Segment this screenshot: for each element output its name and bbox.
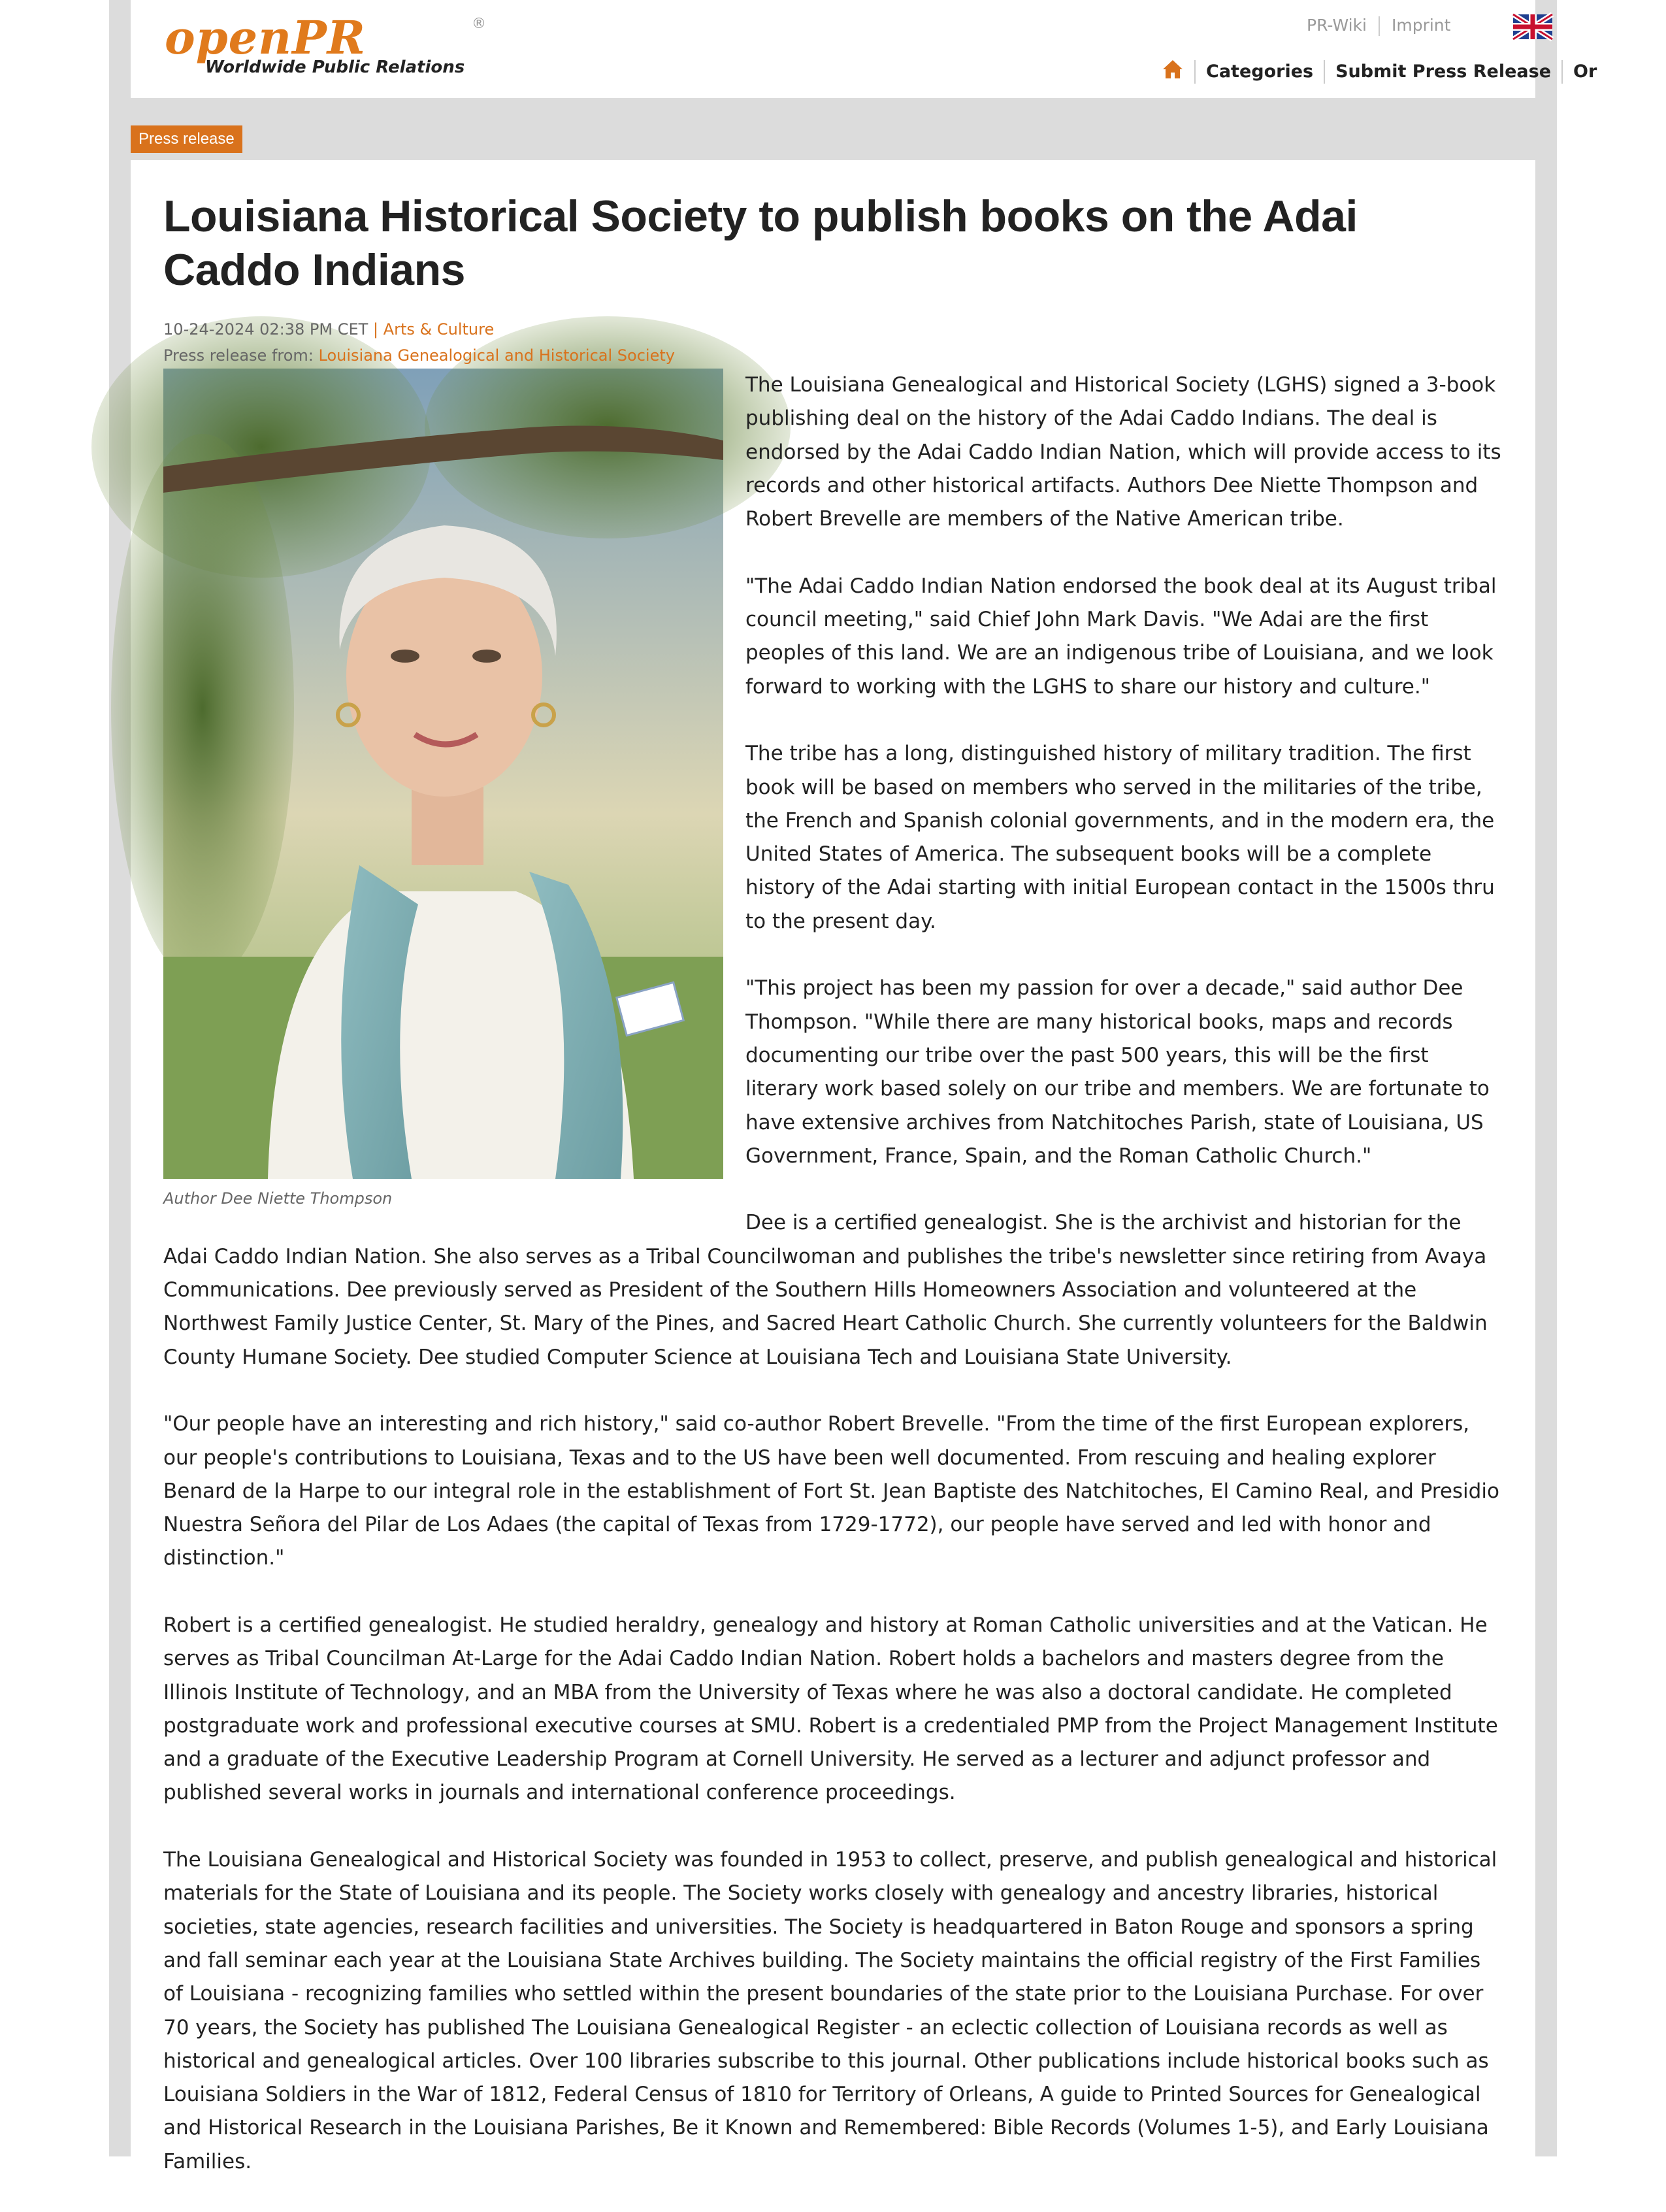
article-paragraph: Dee is a certified genealogist. She is the archivist and historian for the Adai Caddo Indian Nation. She also serves as a Tribal Councilwoman and publishes the tribe's newsletter since retiring from Avaya Communications. Dee previously served as President of the Southern Hills Homeowners Association and volunteered at the Northwest Family Justice Center, St. Mary of the Pines, and Sacred Heart Catholic Church. She currently volunteers for the Baldwin County Humane Society. Dee studied Computer Science at Louisiana Tech and Louisiana State University. xyxy=(163,1211,1488,1369)
article xyxy=(163,190,1503,2212)
article-meta xyxy=(163,316,1503,369)
pr-wiki-link[interactable]: PR-Wiki xyxy=(1307,16,1367,35)
article-paragraph: The Louisiana Genealogical and Historical Society was founded in 1953 to collect, preserve, and publish genealogical and historical materials for the State of Louisiana and its people. The Society works closely with genealogy and ancestry libraries, historical societies, state agencies, research facilities and universities. The Society is headquartered in Baton Rouge and sponsors a spring and fall seminar each year at the Louisiana State Archives building. The Society maintains the official registry of the First Families of Louisiana - recognizing families who settled within the present boundaries of the state prior to the Louisiana Purchase. For over 70 years, the Society has published The Louisiana Genealogical Register - an eclectic collection of Louisiana records as well as historical and genealogical articles. Over 100 libraries subscribe to this journal. Other publications include historical books such as Louisiana Soldiers in the War of 1812, Federal Census of 1810 for Territory of Orleans, A guide to Printed Sources for Genealogical and Historical Research in the Louisiana Parishes, Be it Known and Remembered: Bible Records (Volumes 1-5), and Early Louisiana Families. xyxy=(163,1848,1497,2173)
nav-divider xyxy=(1324,60,1325,84)
top-links xyxy=(1307,16,1450,36)
nav-divider xyxy=(1561,60,1563,84)
author-photo[interactable] xyxy=(163,369,723,1179)
date-category-line xyxy=(163,316,1503,342)
imprint-link[interactable]: Imprint xyxy=(1391,16,1451,35)
article-paragraph: Robert is a certified genealogist. He studied heraldry, genealogy and history at Roman Catholic universities and at the Vatican. He serves as Tribal Councilman At-Large for the Adai Caddo Indian Nation. Robert holds a bachelors and masters degree from the Illinois Institute of Technology, and an MBA from the University of Texas where he was also a doctoral candidate. He completed postgraduate work and professional executive courses at SMU. Robert is a credentialed PMP from the Project Management Institute and a graduate of the Executive Leadership Program at Cornell University. He served as a lecturer and adjunct professor and published several works in journals and international conference proceedings. xyxy=(163,1613,1498,1805)
site-header xyxy=(131,0,1597,98)
source-org-link[interactable]: Louisiana Genealogical and Historical Society xyxy=(318,346,675,365)
article-paragraph: The tribe has a long, distinguished history of military tradition. The first book will be based on members who served in the militaries of the tribe, the French and Spanish colonial governments, and in the modern era, the United States of America. The subsequent books will be a complete history of the Adai starting with initial European contact in the 1500s thru to the present day. xyxy=(745,742,1495,933)
article-paragraph: The Louisiana Genealogical and Historical Society (LGHS) signed a 3-book publishing deal on the history of the Adai Caddo Indians. The deal is endorsed by the Adai Caddo Indian Nation, which will provide access to its records and other historical artifacts. Authors Dee Niette Thompson and Robert Brevelle are members of the Native American tribe. xyxy=(745,373,1501,531)
registered-mark: ® xyxy=(472,16,486,32)
meta-separator: | xyxy=(372,320,379,338)
article-paragraph: "Our people have an interesting and rich history," said co-author Robert Brevelle. "From the time of the first European explorers, our people's contributions to Louisiana, Texas and to the US have been well documented. From rescuing and healing explorer Benard de la Harpe to our integral role in the establishment of Fort St. Jean Baptiste des Natchitoches, El Camino Real, and Presidio Nuestra Señora del Pilar de Los Adaes (the capital of Texas from 1729-1772), our people have served and led with honor and distinction." xyxy=(163,1412,1499,1570)
logo-tagline: Worldwide Public Relations xyxy=(205,58,465,77)
nav-divider xyxy=(1194,60,1196,84)
uk-flag-icon[interactable] xyxy=(1513,14,1552,39)
nav-categories[interactable]: Categories xyxy=(1206,61,1314,82)
home-link[interactable] xyxy=(1162,59,1184,84)
top-links-divider xyxy=(1379,16,1380,36)
article-paragraph: "This project has been my passion for over a decade," said author Dee Thompson. "While there are many historical books, maps and records documenting our tribe over the past 500 years, this will be the first literary work based solely on our tribe and members. We are fortunate to have extensive archives from Natchitoches Parish, state of Louisiana, US Government, France, Spain, and the Roman Catholic Church." xyxy=(745,976,1490,1168)
home-icon xyxy=(1162,59,1184,80)
article-figure xyxy=(163,369,723,1222)
publish-date: 10-24-2024 02:38 PM CET xyxy=(163,320,368,338)
nav-truncated-item[interactable]: Or xyxy=(1573,61,1597,82)
article-title: Louisiana Historical Society to publish books on the Adai Caddo Indians xyxy=(163,191,1358,295)
photo-caption: Author Dee Niette Thompson xyxy=(163,1189,393,1208)
source-line xyxy=(163,342,1503,369)
main-nav xyxy=(1162,59,1597,85)
logo-wordmark: openPR xyxy=(165,10,366,65)
category-link[interactable]: Arts & Culture xyxy=(383,320,495,338)
site-logo[interactable] xyxy=(165,12,491,84)
press-release-from-label: Press release from: xyxy=(163,346,319,365)
nav-submit-press-release[interactable]: Submit Press Release xyxy=(1335,61,1552,82)
article-paragraph: "The Adai Caddo Indian Nation endorsed the book deal at its August tribal council meeting," said Chief John Mark Davis. "We Adai are the first peoples of this land. We are an indigenous tribe of Louisiana, and we look forward to working with the LGHS to share our history and culture." xyxy=(745,574,1497,699)
press-release-badge: Press release xyxy=(131,125,242,153)
